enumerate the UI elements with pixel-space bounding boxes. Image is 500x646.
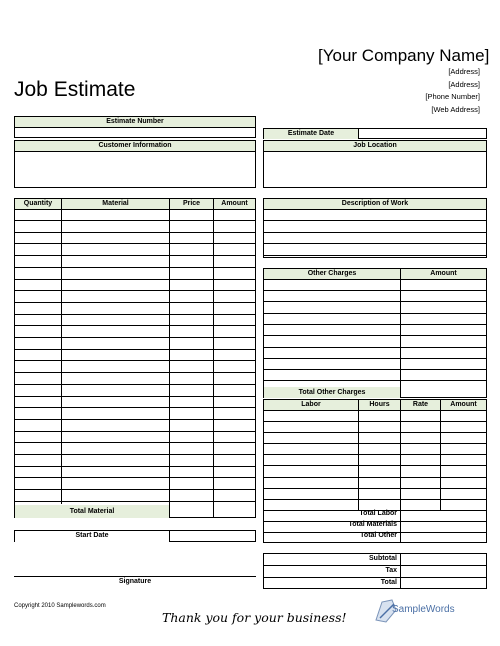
materials-col-divider	[61, 209, 62, 504]
table-row-line	[15, 431, 255, 432]
other-charges-header: Other Charges	[264, 269, 401, 280]
company-web: [Web Address]	[431, 104, 480, 114]
table-row-line	[15, 360, 255, 361]
table-row-line	[15, 501, 255, 502]
table-row-line	[264, 335, 486, 336]
table-row-line	[264, 313, 486, 314]
materials-header-price: Price	[170, 199, 214, 210]
labor-header-amount: Amount	[441, 400, 486, 411]
table-row-line	[15, 220, 255, 221]
table-row-line	[15, 314, 255, 315]
total-material-label: Total Material	[15, 505, 169, 518]
table-row-line	[15, 442, 255, 443]
description-of-work-field[interactable]	[263, 198, 487, 258]
materials-header-quantity: Quantity	[15, 199, 62, 210]
table-row-line	[15, 466, 255, 467]
table-row-line	[264, 232, 486, 233]
table-row-line	[15, 384, 255, 385]
start-date-label: Start Date	[15, 531, 170, 542]
table-row-line	[264, 358, 486, 359]
table-row-line	[264, 421, 486, 422]
estimate-number-field[interactable]	[14, 116, 256, 138]
table-row-line	[264, 369, 486, 370]
materials-header-amount: Amount	[214, 199, 255, 210]
labor-header-rate: Rate	[401, 400, 441, 411]
customer-information-label: Customer Information	[15, 141, 255, 152]
table-row-line	[264, 477, 486, 478]
start-date-field[interactable]	[14, 530, 256, 542]
table-row-line	[264, 243, 486, 244]
summary-table	[263, 553, 487, 589]
signature-line[interactable]	[14, 576, 256, 577]
table-row-line	[264, 488, 486, 489]
table-row-line	[264, 499, 486, 500]
company-address-2: [Address]	[448, 79, 480, 89]
labor-header-hours: Hours	[359, 400, 401, 411]
table-row-line	[264, 301, 486, 302]
job-location-label: Job Location	[264, 141, 486, 152]
thank-you-text: Thank you for your business!	[162, 610, 347, 625]
job-location-field[interactable]	[263, 140, 487, 188]
estimate-date-field[interactable]	[263, 128, 487, 139]
table-row-line	[15, 232, 255, 233]
table-row-line	[15, 267, 255, 268]
table-row-line	[15, 349, 255, 350]
table-row-line	[15, 302, 255, 303]
labor-col-divider	[440, 410, 441, 510]
table-row-line	[15, 279, 255, 280]
table-row-line	[15, 396, 255, 397]
table-row-line	[15, 243, 255, 244]
estimate-date-label: Estimate Date	[264, 129, 359, 139]
table-row-line	[264, 290, 486, 291]
company-phone: [Phone Number]	[425, 92, 480, 101]
company-name: [Your Company Name]	[318, 46, 490, 65]
estimate-number-label: Estimate Number	[15, 117, 255, 128]
total-other-charges-label: Total Other Charges	[264, 387, 400, 398]
table-row-line	[264, 255, 486, 256]
table-row-line	[15, 454, 255, 455]
labor-table	[263, 399, 487, 543]
labor-col-divider	[358, 410, 359, 510]
signature-label: Signature	[118, 578, 152, 585]
table-row-line	[264, 380, 486, 381]
page-title: Job Estimate	[14, 78, 136, 101]
tax-label: Tax	[385, 567, 397, 574]
labor-header-labor: Labor	[264, 400, 359, 411]
table-row-line	[264, 220, 486, 221]
table-row-line	[264, 443, 486, 444]
table-row-line	[264, 432, 486, 433]
table-row-line	[264, 324, 486, 325]
table-row-line	[15, 372, 255, 373]
table-row-line	[264, 347, 486, 348]
table-row-line	[15, 419, 255, 420]
table-row-line	[15, 337, 255, 338]
materials-table	[14, 198, 256, 518]
summary-col-divider	[400, 554, 401, 588]
table-row-line	[15, 407, 255, 408]
total-materials-label: Total Materials	[348, 521, 397, 528]
table-row-line	[15, 290, 255, 291]
table-row-line	[264, 454, 486, 455]
table-row-line	[15, 489, 255, 490]
other-charges-table	[263, 268, 487, 398]
table-row-line	[15, 325, 255, 326]
other-charges-col-divider	[400, 279, 401, 397]
company-address-1: [Address]	[448, 67, 480, 76]
copyright-text: Copyright 2010 Samplewords.com	[14, 603, 106, 609]
customer-information-field[interactable]	[14, 140, 256, 188]
total-labor-label: Total Labor	[359, 510, 397, 517]
total-label: Total	[380, 579, 397, 586]
table-row-line	[15, 255, 255, 256]
subtotal-label: Subtotal	[369, 555, 397, 562]
total-other-label: Total Other	[360, 532, 397, 539]
description-of-work-label: Description of Work	[264, 199, 486, 210]
table-row-line	[264, 465, 486, 466]
summary-row-line	[264, 577, 486, 578]
table-row-line	[15, 477, 255, 478]
samplewords-logo-text: SampleWords	[392, 604, 455, 615]
summary-row-line	[264, 565, 486, 566]
company-address-block	[425, 66, 480, 116]
other-charges-amount-header: Amount	[401, 269, 486, 280]
materials-header-material: Material	[62, 199, 170, 210]
